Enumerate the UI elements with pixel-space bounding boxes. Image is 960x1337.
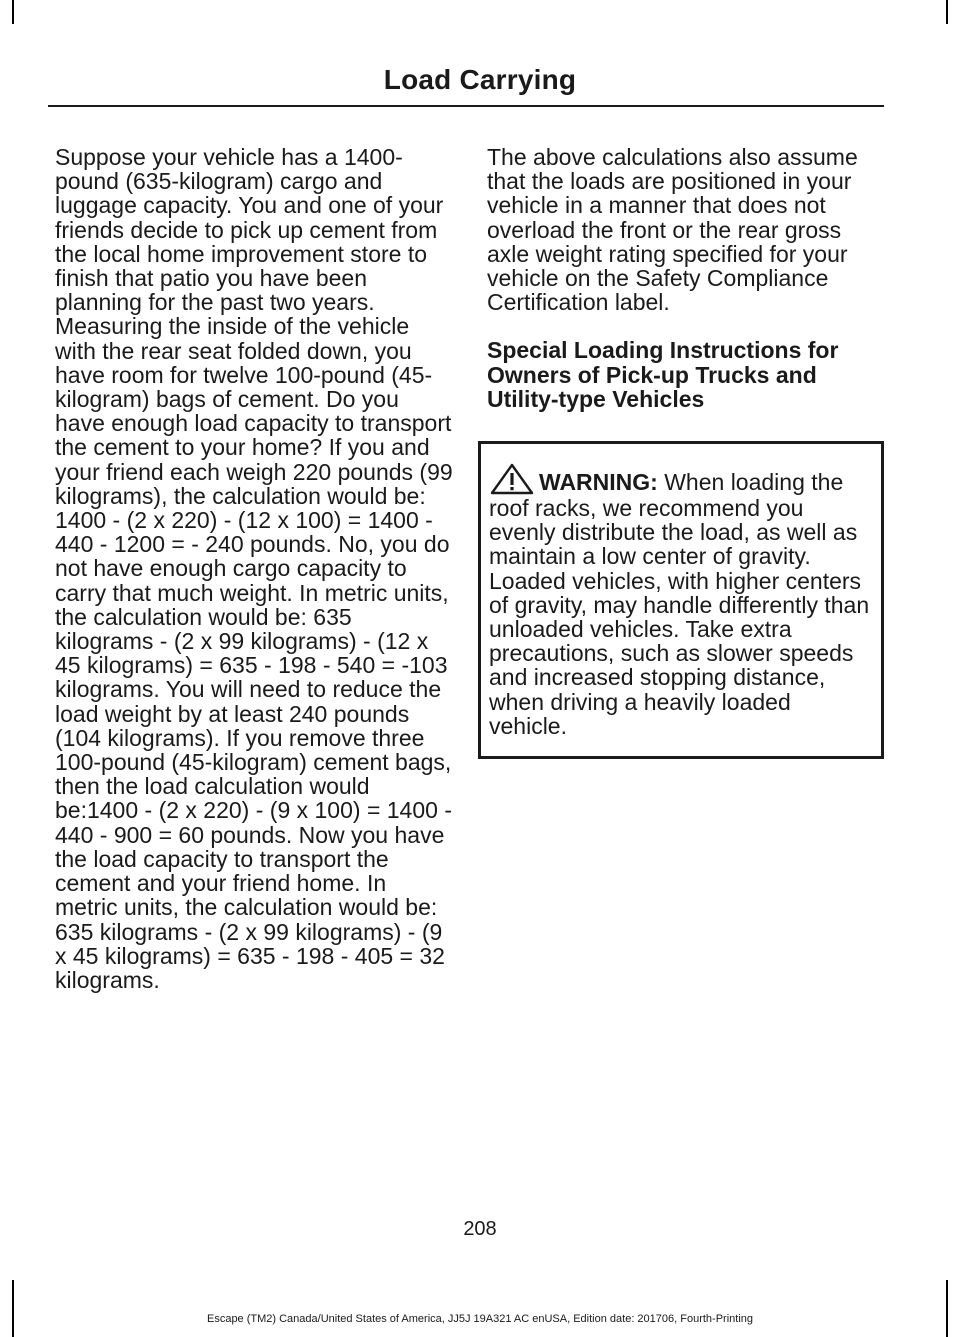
crop-mark-top-left [12, 0, 14, 24]
right-column [487, 145, 887, 759]
footer-text: Escape (TM2) Canada/United States of America, JJ5J 19A321 AC enUSA, Edition date: 201706, Fourth-Printing [206, 1313, 754, 1325]
page-number: 208 [463, 1218, 497, 1240]
warning-triangle-icon [489, 462, 535, 496]
left-column [55, 145, 453, 992]
warning-text: When loading the roof racks, we recommend you evenly distribute the load, as well as maintain a low center of gravity. Loaded vehicles, with higher centers of gravity, may handle differently than unloaded vehicles. Take extra precautions, such as slower speeds and increased stopping distance, when driving a heavily loaded vehicle. [489, 469, 870, 739]
body-paragraph: Suppose your vehicle has a 1400-pound (635-kilogram) cargo and luggage capacity. You and one of your friends decide to pick up cement from the local home improvement store to finish that patio you have been planning for the past two years. Measuring the inside of the vehicle with the rear seat folded down, you have room for twelve 100-pound (45-kilogram) bags of cement. Do you have enough load capacity to transport the cement to your home? If you and your friend each weigh 220 pounds (99 kilograms), the calculation would be: 1400 - (2 x 220) - (12 x 100) = 1400 - 440 - 1200 = - 240 pounds. No, you do not have enough cargo capacity to carry that much weight. In metric units, the calculation would be: 635 kilograms - (2 x 99 kilograms) - (12 x 45 kilograms) = 635 - 198 - 540 = -103 kilograms. You will need to reduce the load weight by at least 240 pounds (104 kilograms). If you remove three 100-pound (45-kilogram) cement bags, then the load calculation would be:1400 - (2 x 220) - (9 x 100) = 1400 - 440 - 900 = 60 pounds. Now you have the load capacity to transport the cement and your friend home. In metric units, the calculation would be: 635 kilograms - (2 x 99 kilograms) - (9 x 45 kilograms) = 635 - 198 - 405 = 32 kilograms. [55, 144, 453, 993]
page-title: Load Carrying [383, 64, 577, 95]
crop-mark-bottom-left [12, 1280, 14, 1337]
warning-box [478, 441, 884, 759]
crop-mark-top-right [946, 0, 948, 24]
body-paragraph: The above calculations also assume that the loads are positioned in your vehicle in a manner that does not overload the front or the rear gross axle weight rating specified for your vehicle on the Safety Compliance Certification label. [487, 144, 858, 316]
crop-mark-bottom-right [946, 1280, 948, 1337]
warning-label: WARNING: [539, 469, 658, 496]
section-heading: Special Loading Instructions for Owners of Pick-up Trucks and Utility-type Vehicles [487, 337, 839, 412]
header-divider [48, 105, 884, 107]
